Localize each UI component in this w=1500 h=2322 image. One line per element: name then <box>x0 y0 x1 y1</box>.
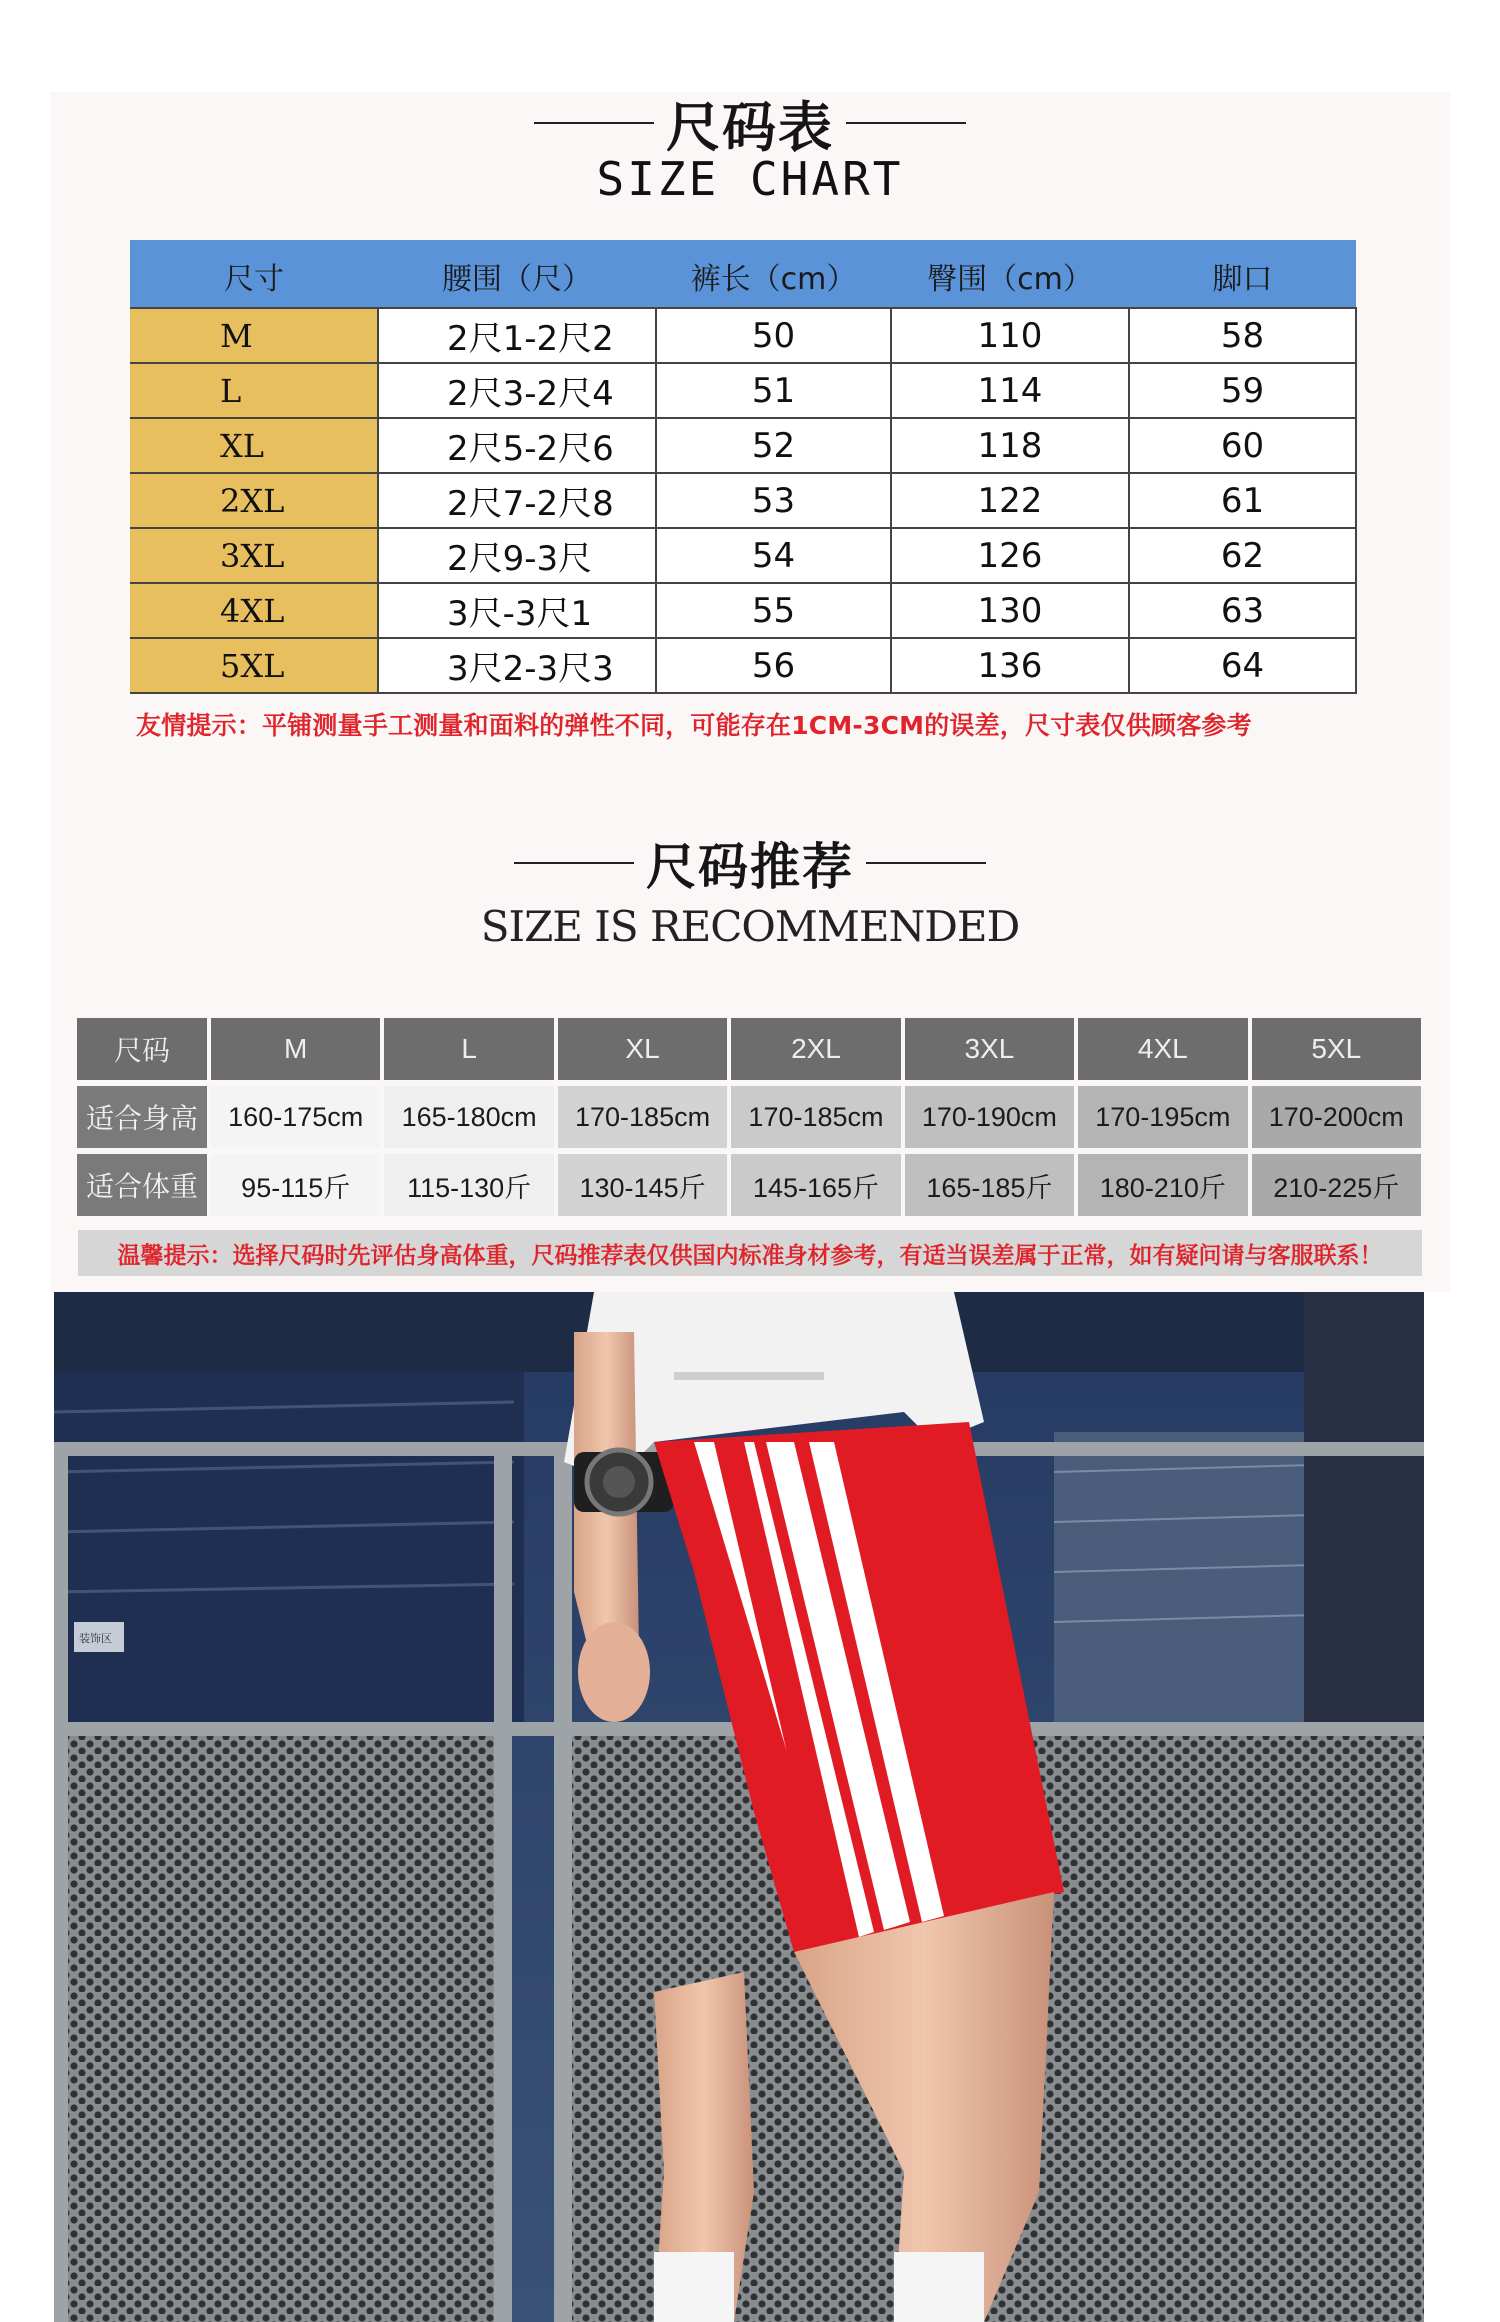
length-cell: 51 <box>656 363 891 418</box>
waist-cell: 2尺1-2尺2 <box>378 308 656 363</box>
title-left-rule <box>514 862 634 864</box>
hip-cell: 110 <box>891 308 1129 363</box>
height-cell: 170-195cm <box>1078 1086 1247 1148</box>
height-label: 适合身高 <box>77 1086 207 1148</box>
hip-cell: 130 <box>891 583 1129 638</box>
recommended-title: 尺码推荐 <box>646 838 854 896</box>
header-hip: 臀围（cm） <box>891 240 1129 308</box>
hem-cell: 63 <box>1129 583 1356 638</box>
weight-cell: 130-145斤 <box>558 1154 727 1216</box>
waist-cell: 3尺2-3尺3 <box>378 638 656 693</box>
waist-cell: 3尺-3尺1 <box>378 583 656 638</box>
size-cell: XL <box>130 418 378 473</box>
height-cell: 170-185cm <box>731 1086 900 1148</box>
waist-cell: 2尺7-2尺8 <box>378 473 656 528</box>
header-waist: 腰围（尺） <box>378 240 656 308</box>
size-chart-header-row <box>130 240 1356 308</box>
title-right-rule <box>866 862 986 864</box>
table-row <box>130 418 1356 473</box>
size-chart-note: 友情提示：平铺测量手工测量和面料的弹性不同，可能存在1CM-3CM的误差，尺寸表仅供顾客参考 <box>136 711 1252 740</box>
waist-cell: 2尺5-2尺6 <box>378 418 656 473</box>
length-cell: 56 <box>656 638 891 693</box>
length-cell: 55 <box>656 583 891 638</box>
height-cell: 170-200cm <box>1252 1086 1421 1148</box>
table-row <box>130 473 1356 528</box>
rec-height-row <box>77 1086 1421 1148</box>
hip-cell: 136 <box>891 638 1129 693</box>
hem-cell: 58 <box>1129 308 1356 363</box>
rec-weight-row <box>77 1154 1421 1216</box>
rec-size-2xl: 2XL <box>731 1018 900 1080</box>
hem-cell: 60 <box>1129 418 1356 473</box>
hip-cell: 126 <box>891 528 1129 583</box>
rec-size-4xl: 4XL <box>1078 1018 1247 1080</box>
hip-cell: 118 <box>891 418 1129 473</box>
size-cell: 3XL <box>130 528 378 583</box>
size-cell: M <box>130 308 378 363</box>
table-row <box>130 528 1356 583</box>
waist-cell: 2尺3-2尺4 <box>378 363 656 418</box>
table-row <box>130 638 1356 693</box>
height-cell: 160-175cm <box>211 1086 380 1148</box>
weight-cell: 115-130斤 <box>384 1154 553 1216</box>
height-cell: 170-185cm <box>558 1086 727 1148</box>
table-row <box>130 363 1356 418</box>
hem-cell: 61 <box>1129 473 1356 528</box>
recommended-subtitle: SIZE IS RECOMMENDED <box>480 902 1020 951</box>
rec-size-l: L <box>384 1018 553 1080</box>
size-cell: 5XL <box>130 638 378 693</box>
weight-cell: 180-210斤 <box>1078 1154 1247 1216</box>
size-cell: L <box>130 363 378 418</box>
product-photo <box>54 1292 1424 2322</box>
hem-cell: 59 <box>1129 363 1356 418</box>
height-cell: 165-180cm <box>384 1086 553 1148</box>
hip-cell: 114 <box>891 363 1129 418</box>
rec-header-row <box>77 1018 1421 1080</box>
rec-size-5xl: 5XL <box>1252 1018 1421 1080</box>
rec-size-xl: XL <box>558 1018 727 1080</box>
header-length: 裤长（cm） <box>656 240 891 308</box>
table-row <box>130 583 1356 638</box>
length-cell: 53 <box>656 473 891 528</box>
rec-size-m: M <box>211 1018 380 1080</box>
length-cell: 54 <box>656 528 891 583</box>
size-cell: 2XL <box>130 473 378 528</box>
rec-header-label: 尺码 <box>77 1018 207 1080</box>
product-photo-illustration <box>54 1292 1424 2322</box>
height-cell: 170-190cm <box>905 1086 1074 1148</box>
table-row <box>130 308 1356 363</box>
weight-label: 适合体重 <box>77 1154 207 1216</box>
weight-cell: 165-185斤 <box>905 1154 1074 1216</box>
recommended-table <box>73 1012 1425 1222</box>
hem-cell: 62 <box>1129 528 1356 583</box>
header-hem: 脚口 <box>1129 240 1356 308</box>
hem-cell: 64 <box>1129 638 1356 693</box>
weight-cell: 210-225斤 <box>1252 1154 1421 1216</box>
title-left-rule <box>534 122 654 124</box>
recommended-title-row <box>0 828 1500 898</box>
hip-cell: 122 <box>891 473 1129 528</box>
rec-size-3xl: 3XL <box>905 1018 1074 1080</box>
wall-sign-text: 装饰区 <box>79 1632 112 1645</box>
header-size: 尺寸 <box>130 240 378 308</box>
waist-cell: 2尺9-3尺 <box>378 528 656 583</box>
size-chart-title: 尺码表 <box>666 95 834 159</box>
weight-cell: 145-165斤 <box>731 1154 900 1216</box>
length-cell: 52 <box>656 418 891 473</box>
title-right-rule <box>846 122 966 124</box>
recommended-note: 温馨提示：选择尺码时先评估身高体重，尺码推荐表仅供国内标准身材参考，有适当误差属于正常，如有疑问请与客服联系！ <box>78 1230 1422 1276</box>
length-cell: 50 <box>656 308 891 363</box>
size-chart-title-row <box>0 88 1500 158</box>
size-chart-subtitle: SIZE CHART <box>596 152 904 206</box>
weight-cell: 95-115斤 <box>211 1154 380 1216</box>
size-chart-table <box>130 240 1357 694</box>
size-cell: 4XL <box>130 583 378 638</box>
